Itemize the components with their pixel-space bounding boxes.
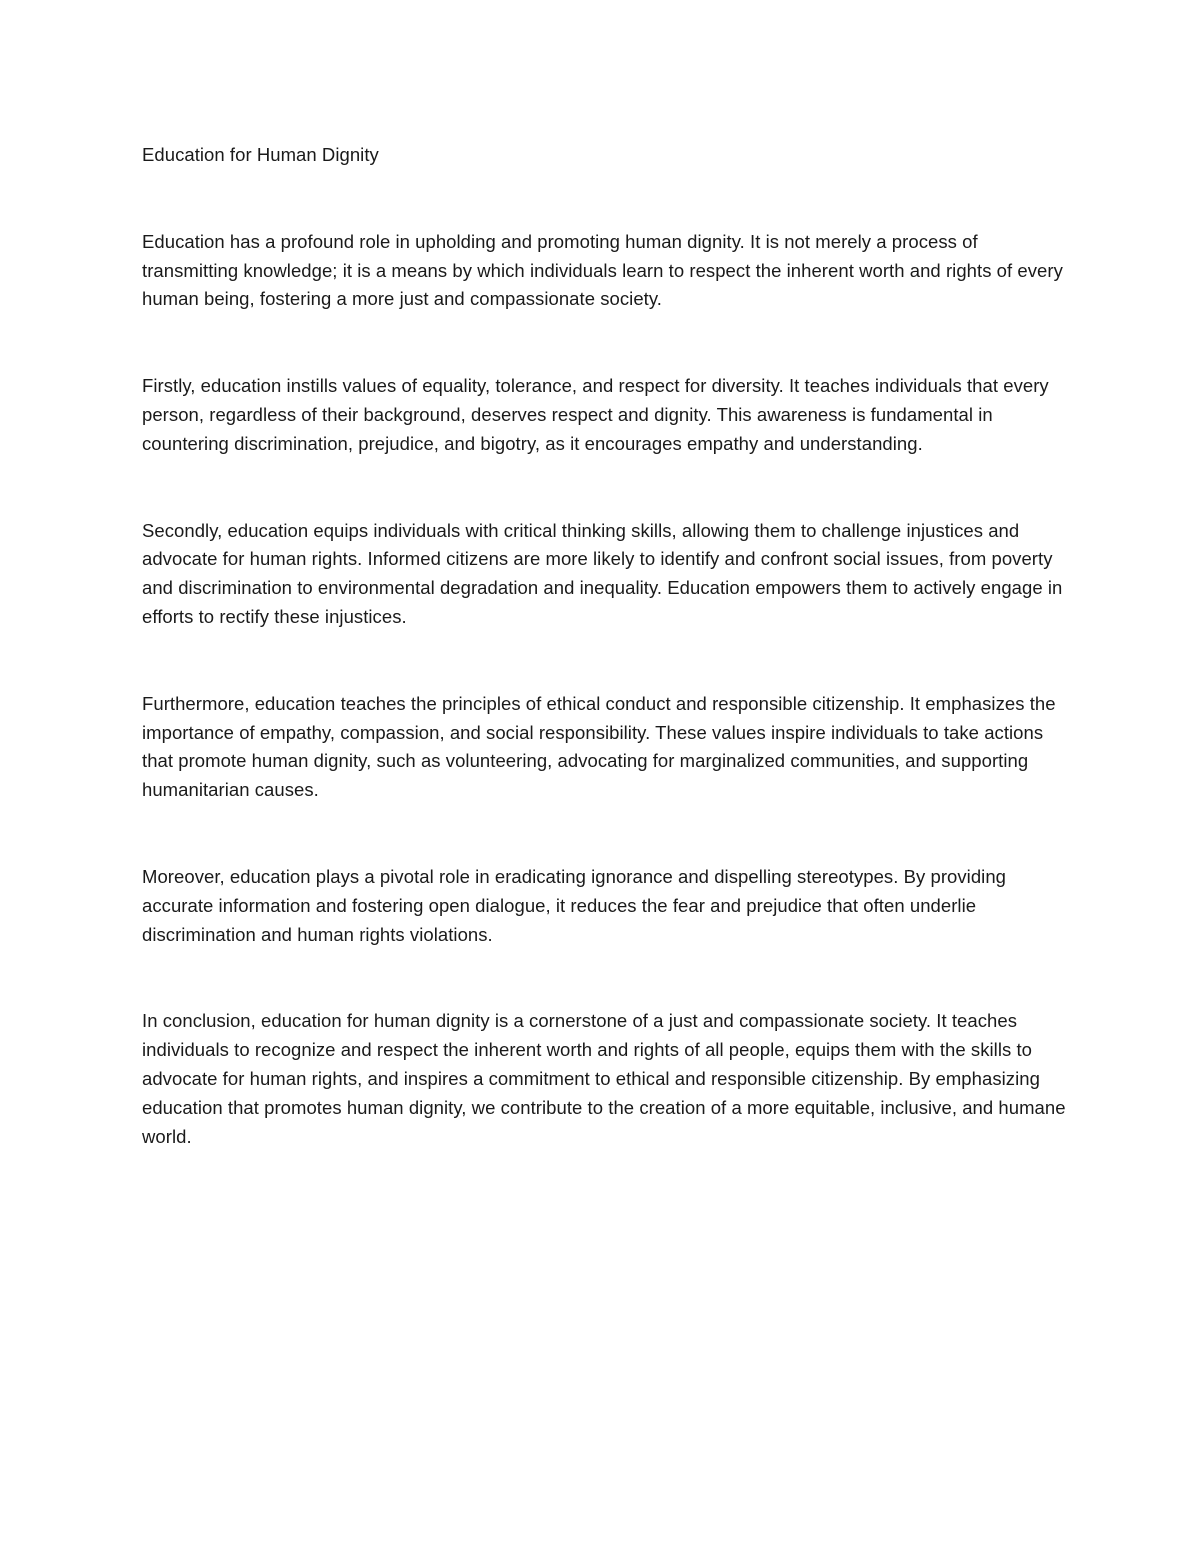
paragraph-introduction: Education has a profound role in upholding and promoting human dignity. It is not merely a process of transmitting knowledge; it is a means by which individuals learn to respect the inherent worth and rights of every human being, fostering a more just and compassionate society. xyxy=(142,230,1063,310)
paragraph-moreover: Moreover, education plays a pivotal role in eradicating ignorance and dispelling stereotypes. By providing accurate information and fostering open dialogue, it reduces the fear and prejudice that often underlie discrimination and human rights violations. xyxy=(142,865,1007,945)
document-title: Education for Human Dignity xyxy=(142,144,379,165)
paragraph-secondly: Secondly, education equips individuals with critical thinking skills, allowing them to challenge injustices and advocate for human rights. Informed citizens are more likely to identify and confront social issues, from poverty and discrimination to environmental degradation and inequality. Education empowers them to actively engage in efforts to rectify these injustices. xyxy=(142,519,1063,627)
document-body xyxy=(142,141,1072,1209)
paragraph-firstly: Firstly, education instills values of equality, tolerance, and respect for diversity. It teaches individuals that every person, regardless of their background, deserves respect and dignity. This awareness is fundamental in countering discrimination, prejudice, and bigotry, as it encourages empathy and understanding. xyxy=(142,375,1049,454)
paragraph-conclusion: In conclusion, education for human dignity is a cornerstone of a just and compassionate society. It teaches individuals to recognize and respect the inherent worth and rights of all people, equips them with the skills to advocate for human rights, and inspires a commitment to ethical and responsible citizenship. By emphasizing education that promotes human dignity, we contribute to the creation of a more equitable, inclusive, and humane world. xyxy=(142,1010,1066,1147)
paragraph-furthermore: Furthermore, education teaches the principles of ethical conduct and responsible citizenship. It emphasizes the importance of empathy, compassion, and social responsibility. These values inspire individuals to take actions that promote human dignity, such as volunteering, advocating for marginalized communities, and supporting humanitarian causes. xyxy=(142,692,1056,801)
